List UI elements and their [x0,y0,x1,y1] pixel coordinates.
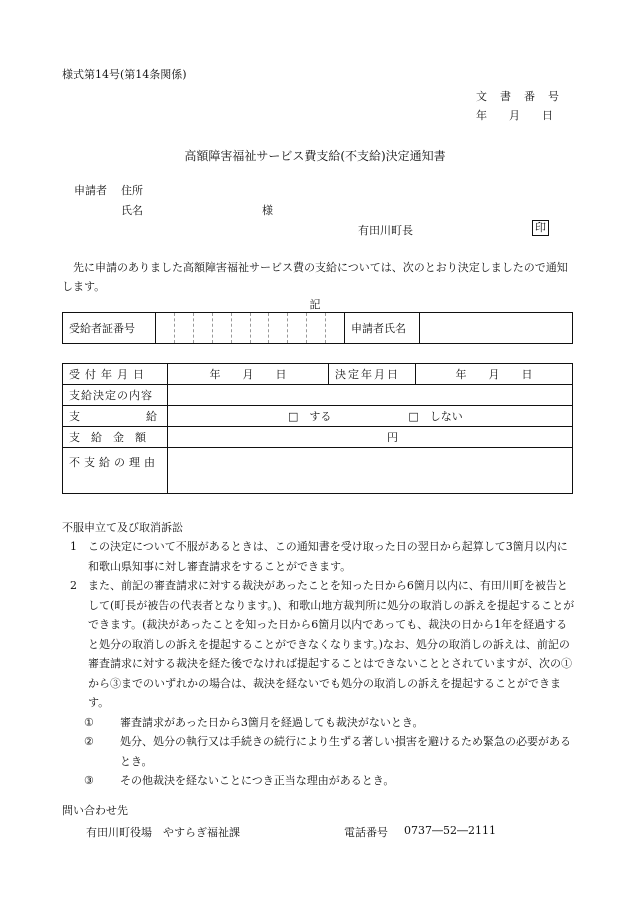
applicant-label: 申請者 [74,184,107,197]
ki-label: 記 [309,298,321,311]
amount-label: 支 給 金 額 [63,427,168,448]
appeal-list [70,537,578,791]
received-date-label: 受付年月日 [63,364,168,385]
contact-phone: 0737―52―2111 [404,824,496,837]
decision-date-label: 決定年月日 [329,364,416,385]
appeal-item-2: 2 また、前記の審査請求に対する裁決があったことを知った日から6箇月以内に、有田川町を被告として(町長が被告の代表者となります。)、和歌山地方裁判所に処分の取消しの訴えを提起することができます。(裁決があったことを知った日から6箇月以内であっても、裁決の日から1年を経過すると処分の取消しの訴えを提起することができなくなります。)なお、処分の取消しの訴えは、前記の審査請求に対する裁決を経た後でなければ提起することはできないこととされていますが、次の①から③までのいずれかの場合は、裁決を経ないでも処分の取消しの訴えを提起することができます。 [70,579,575,709]
payment-label: 支 給 [63,406,168,427]
body-text: 先に申請のありました高額障害福祉サービス費の支給については、次のとおり決定しましたので通知します。 [62,261,568,293]
contact-office: 有田川町役場 やすらぎ福祉課 [86,826,240,839]
appeal-heading: 不服申立て及び取消訴訟 [62,521,183,534]
contact-phone-label: 電話番号 [344,826,388,839]
reason-field[interactable] [168,448,573,494]
appeal-item-1: 1 この決定について不服があるときは、この通知書を受け取った日の翌日から起算して3箇月以内に和歌山県知事に対し審査請求をすることができます。 [70,540,568,573]
content-field[interactable] [168,385,573,406]
address-label: 住所 [121,184,143,197]
appeal-item-1-text: この決定について不服があるときは、この通知書を受け取った日の翌日から起算して3箇月以内に和歌山県知事に対し審査請求をすることができます。 [88,540,568,573]
content-label: 支給決定の内容 [63,385,168,406]
recipient-table [62,312,573,344]
decision-table [62,363,573,494]
contact-heading: 問い合わせ先 [62,804,128,817]
applicant-name-field[interactable] [420,313,573,344]
document-number-label: 文 書 番 号 [476,90,560,103]
honorific: 様 [262,204,273,217]
name-label: 氏名 [121,204,143,217]
date-label: 年 月 日 [476,109,553,122]
seal-mark: 印 [532,220,549,236]
reason-label: 不支給の理由 [63,448,168,494]
appeal-sub-1: ① 審査請求があった日から3箇月を経過しても裁決がないとき。 [84,715,424,729]
received-date-value: 年 月 日 [168,364,329,385]
recipient-no-field[interactable] [156,313,345,344]
appeal-sub-3: ③ その他裁決を経ないことにつき正当な理由があるとき。 [84,774,395,787]
amount-unit: 円 [168,427,573,448]
decision-date-value: 年 月 日 [416,364,573,385]
appeal-sub-2: ② 処分、処分の執行又は手続きの続行により生ずる著しい損害を避けるため緊急の必要があるとき。 [84,735,571,768]
payment-yes-checkbox[interactable]: □ する [288,410,332,423]
issuer: 有田川町長 [358,224,413,237]
appeal-item-2-text: また、前記の審査請求に対する裁決があったことを知った日から6箇月以内に、有田川町を被告として(町長が被告の代表者となります。)、和歌山地方裁判所に処分の取消しの訴えを提起することができます。(裁決があったことを知った日から6箇月以内であっても、裁決の日から1年を経過すると処分の取消しの訴えを提起することができなくなります。)なお、処分の取消しの訴えは、前記の審査請求に対する裁決を経た後でなければ提起することはできないこととされていますが、次の①から③までのいずれかの場合は、裁決を経ないでも処分の取消しの訴えを提起することができます。 [88,579,575,709]
recipient-no-label: 受給者証番号 [63,313,156,344]
form-number: 様式第14号(第14条関係) [62,68,187,81]
applicant-name-label: 申請者氏名 [345,313,420,344]
payment-no-checkbox[interactable]: □ しない [408,410,463,423]
document-title: 高額障害福祉サービス費支給(不支給)決定通知書 [184,149,446,163]
